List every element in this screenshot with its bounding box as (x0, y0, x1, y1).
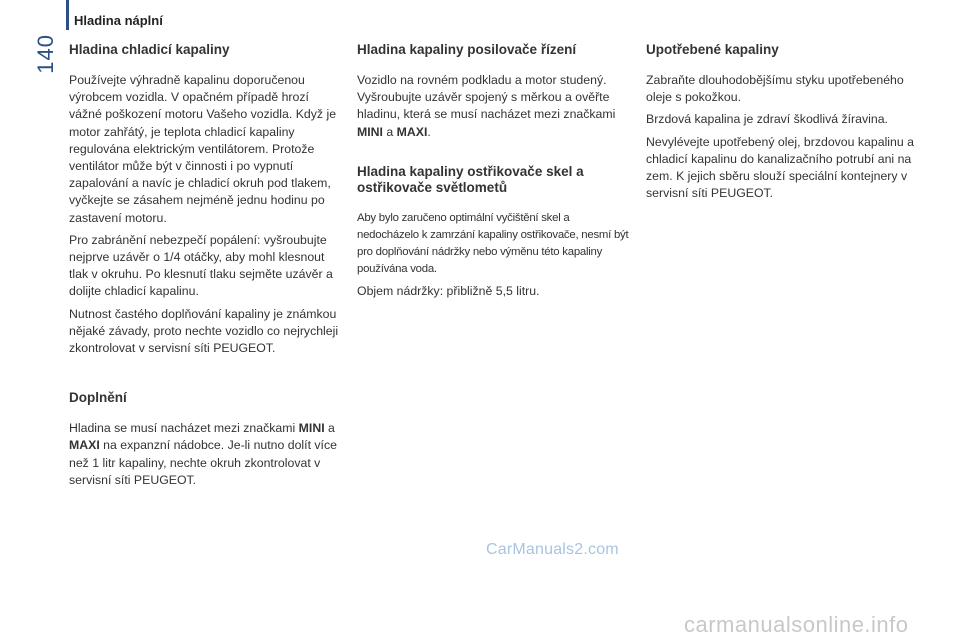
mark-max: MAXI (69, 438, 100, 453)
heading-used-fluids: Upotřebené kapaliny (646, 42, 779, 57)
paragraph-disposal: Nevylévejte upotřebený olej, brzdovou kapalinu a chladicí kapalinu do kanalizačního potrubí ani na zem. K jejich sběru slouží speciální kontejnery v servisní síti PEUGEOT. (646, 134, 914, 201)
section-label: Hladina náplní (74, 13, 163, 28)
heading-topping-up: Doplnění (69, 390, 127, 406)
paragraph-reservoir-capacity: Objem nádržky: přibližně 5,5 litru. (357, 283, 540, 298)
column-steering-washer (357, 42, 631, 305)
watermark-carmanualsonline: carmanualsonline.info (684, 612, 909, 637)
heading-power-steering-fluid: Hladina kapaliny posilovače řízení (357, 42, 577, 57)
paragraph-brake-fluid-corrosive: Brzdová kapalina je zdraví škodlivá žíravina. (646, 112, 888, 127)
mark-min: MINI (298, 421, 325, 436)
column-used-fluids (646, 42, 918, 207)
watermark-carmanuals2: CarManuals2.com (486, 541, 619, 558)
page-number: 140 (33, 34, 58, 74)
paragraph-topping-up: Hladina se musí nacházet mezi značkami MINI a MAXI na expanzní nádobce. Je-li nutno dolít více než 1 litr kapaliny, nechte okruh zkontrolovat v servisní síti PEUGEOT. (69, 421, 337, 487)
mark-max: MAXI (396, 124, 428, 139)
paragraph-coolant-intro: Používejte výhradně kapalinu doporučenou výrobcem vozidla. V opačném případě hrozí vážné poškození motoru Vašeho vozidla. Když je motor zahřátý, je teplota chladicí kapaliny regulována elektrickým ventilátorem. Protože ventilátor může být v činnosti i po vypnutí zapalování a navíc je chladicí okruh pod tlakem, vyčkejte se zásahem nejméně jednu hodinu po zastavení motoru. (69, 73, 337, 225)
mark-min: MINI (357, 124, 383, 139)
heading-coolant-level: Hladina chladicí kapaliny (69, 42, 230, 57)
paragraph-coolant-burn-warning: Pro zabránění nebezpečí popálení: vyšroubujte nejprve uzávěr o 1/4 otáčky, aby mohl klesnout tlak v okruhu. Po klesnutí tlaku sejměte uzávěr a dolijte chladicí kapalinu. (69, 232, 333, 299)
column-coolant (69, 42, 341, 494)
paragraph-washer-warning: Aby bylo zaručeno optimální vyčištění skel a nedocházelo k zamrzání kapaliny ostřikovače, nesmí být pro doplňování nádržky nebo výměnu této kapaliny používána voda. (357, 211, 629, 275)
paragraph-oil-skin-contact: Zabraňte dlouhodobějšímu styku upotřebeného oleje s pokožkou. (646, 73, 904, 105)
header-accent-bar (66, 0, 69, 30)
paragraph-power-steering: Vozidlo na rovném podkladu a motor studený. Vyšroubujte uzávěr spojený s měrkou a ověřte hladinu, která se musí nacházet mezi značkami MINI a MAXI. (357, 73, 616, 139)
heading-washer-fluid: Hladina kapaliny ostřikovače skel a ostřikovače světlometů (357, 163, 584, 195)
paragraph-coolant-frequent-topup: Nutnost častého doplňování kapaliny je známkou nějaké závady, proto nechte vozidlo co nejrychleji zkontrolovat v servisní síti PEUGEOT. (69, 306, 339, 356)
